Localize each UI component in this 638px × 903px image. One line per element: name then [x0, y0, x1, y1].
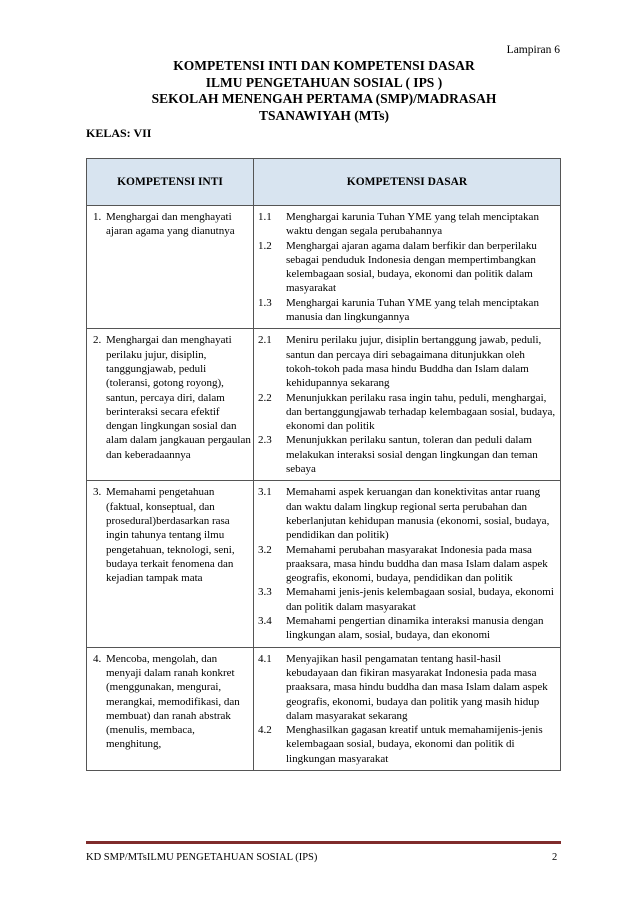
kd-item [258, 391, 556, 434]
ki-text: Menghargai dan menghayati perilaku jujur, disiplin, tanggungjawab, peduli (toleransi, gotong royong), santun, percaya diri, dalam berinteraksi secara efektif dengan lingkungan sosial dan alam dalam jangkauan pergaulan dan keberadaannya [106, 334, 251, 461]
kd-number: 2.1 [258, 334, 272, 347]
ki-cell [87, 329, 254, 481]
header-kompetensi-inti: KOMPETENSI INTI [87, 159, 254, 206]
table-row [87, 481, 561, 647]
title-line-3: SEKOLAH MENENGAH PERTAMA (SMP)/MADRASAH [151, 91, 497, 106]
kd-item [258, 333, 556, 390]
table-row [87, 206, 561, 329]
kd-text: Menghargai karunia Tuhan YME yang telah menciptakan manusia dan lingkungannya [286, 296, 539, 324]
kd-item [258, 543, 556, 586]
kd-item [258, 723, 556, 766]
footer-document-label: KD SMP/MTsILMU PENGETAHUAN SOSIAL (IPS) [86, 852, 318, 863]
kd-item [258, 652, 556, 723]
ki-text: Memahami pengetahuan (faktual, konseptual, dan prosedural)berdasarkan rasa ingin tahunya tentang ilmu pengetahuan, teknologi, seni, budaya terkait fenomena dan kejadian tampak mata [106, 486, 235, 585]
kd-item [258, 433, 556, 476]
kd-number: 3.3 [258, 586, 272, 599]
kd-cell [254, 481, 561, 647]
kd-number: 2.3 [258, 434, 272, 447]
kd-text: Meniru perilaku jujur, disiplin bertanggung jawab, peduli, santun dan percaya diri sebagaimana ditunjukkan oleh tokoh-tokoh pada masa hindu Buddha dan Islam dalam kehidupannya sekarang [286, 334, 542, 390]
ki-cell [87, 647, 254, 770]
kd-item [258, 296, 556, 325]
kd-text: Memahami pengertian dinamika interaksi manusia dengan lingkungan alam, sosial, budaya, dan ekonomi [286, 615, 544, 642]
kd-text: Memahami jenis-jenis kelembagaan sosial, budaya, ekonomi dan politik dalam masyarakat [286, 586, 554, 613]
title-line-1: KOMPETENSI INTI DAN KOMPETENSI DASAR [173, 58, 475, 73]
footer-divider [86, 841, 561, 844]
kd-number: 4.2 [258, 724, 272, 737]
ki-cell [87, 481, 254, 647]
title-line-4: TSANAWIYAH (MTs) [259, 107, 389, 123]
kd-number: 2.2 [258, 391, 272, 404]
kd-text: Menghasilkan gagasan kreatif untuk memahamijenis-jenis kelembagaan sosial, budaya, ekonomi dan politik di lingkungan masyarakat [286, 724, 543, 765]
kd-text: Menunjukkan perilaku rasa ingin tahu, peduli, menghargai, dan bertanggungjawab terhadap kelembagaan sosial, budaya, ekonomi dan politik [286, 391, 556, 433]
kd-text: Memahami aspek keruangan dan konektivitas antar ruang dan waktu dalam lingkup regional serta perubahan dan keberlanjutan kehidupan manusia (ekonomi, sosial, budaya, pendidikan dan politik) [286, 486, 550, 542]
class-label: KELAS: VII [86, 126, 152, 140]
kd-cell [254, 329, 561, 481]
ki-number: 4. [93, 652, 102, 665]
kd-number: 1.3 [258, 296, 272, 309]
table-row [87, 647, 561, 770]
kd-number: 1.2 [258, 239, 272, 252]
ki-number: 3. [93, 486, 102, 499]
document-title [94, 58, 554, 124]
table-header-row [87, 159, 561, 206]
ki-number: 1. [93, 211, 102, 223]
appendix-label: Lampiran 6 [506, 44, 560, 56]
kd-number: 1.1 [258, 211, 272, 223]
table-row [87, 329, 561, 481]
kd-number: 3.2 [258, 543, 272, 556]
kd-text: Menghargai ajaran agama dalam berfikir dan berperilaku sebagai penduduk Indonesia dengan mempertimbangkan kelembagaan sosial, budaya, ekonomi dan politik dalam masyarakat [286, 239, 537, 295]
kd-item [258, 585, 556, 614]
ki-text: Menghargai dan menghayati ajaran agama yang dianutnya [106, 211, 235, 238]
header-kompetensi-dasar: KOMPETENSI DASAR [254, 159, 561, 206]
kd-cell [254, 206, 561, 329]
ki-cell [87, 206, 254, 329]
competency-table [86, 158, 561, 771]
ki-number: 2. [93, 334, 102, 347]
kd-item [258, 485, 556, 542]
kd-item [258, 614, 556, 643]
kd-number: 3.1 [258, 486, 272, 499]
kd-cell [254, 647, 561, 770]
kd-text: Menunjukkan perilaku santun, toleran dan peduli dalam melakukan interaksi sosial dengan lingkungan dan teman sebaya [286, 434, 538, 476]
kd-item [258, 239, 556, 296]
kd-text: Memahami perubahan masyarakat Indonesia pada masa praaksara, masa hindu buddha dan masa Islam dalam aspek geografis, ekonomi, budaya, pendidikan dan politik [286, 543, 548, 585]
kd-text: Menyajikan hasil pengamatan tentang hasil-hasil kebudayaan dan fikiran masyarakat Indonesia pada masa praaksara, masa hindu buddha dan masa Islam dalam aspek geografis, ekonomi, budaya dan politik yang masih hidup dalam masyarakat sekarang [286, 652, 548, 722]
ki-text: Mencoba, mengolah, dan menyaji dalam ranah konkret (menggunakan, mengurai, merangkai, memodifikasi, dan membuat) dan ranah abstrak (menulis, membaca, menghitung, [106, 652, 240, 751]
kd-number: 4.1 [258, 652, 272, 665]
page-number: 2 [552, 852, 558, 863]
kd-item [258, 210, 556, 239]
kd-number: 3.4 [258, 615, 272, 628]
title-line-2: ILMU PENGETAHUAN SOSIAL ( IPS ) [205, 74, 443, 90]
kd-text: Menghargai karunia Tuhan YME yang telah menciptakan waktu dengan segala perubahannya [286, 211, 539, 238]
